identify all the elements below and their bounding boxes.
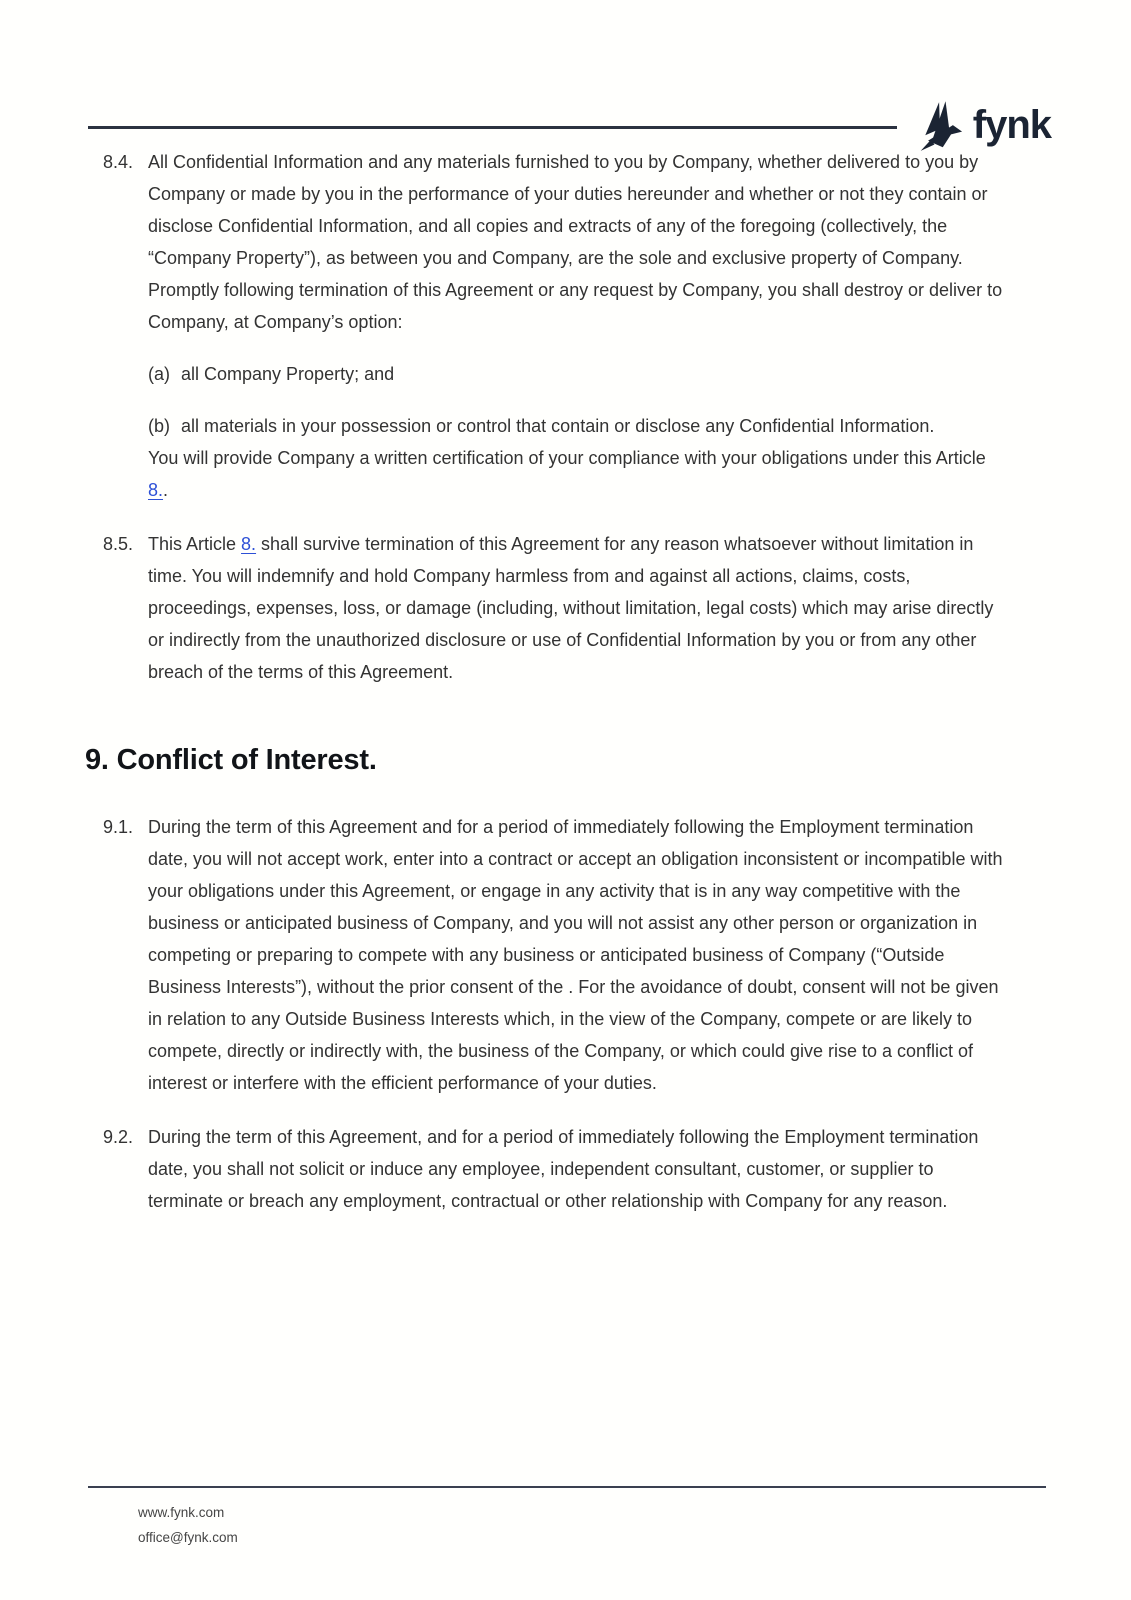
fynk-logo-text: fynk [972,103,1051,147]
clause-8-5-number: 8.5. [103,534,134,554]
subclause-a-marker: (a) [148,364,170,384]
clause-8-4 [103,146,1043,506]
clause-9-2-body [148,1121,1003,1217]
certification-paragraph [148,442,1003,506]
clause-9-2 [103,1121,1043,1217]
clause-9-1-text: During the term of this Agreement and for a period of immediately following the Employment termination date, you will not accept work, enter into a contract or accept an obligation inconsistent or incompatible with your obligations under this Agreement, or engage in any activity that is in any way competitive with the business or anticipated business of Company, and you will not assist any other person or organization in competing or preparing to compete with any business or anticipated business of Company (“Outside Business Interests”), without the prior consent of the . For the avoidance of doubt, consent will not be given in relation to any Outside Business Interests which, in the view of the Company, compete or are likely to compete, directly or indirectly with, the business of the Company, or which could give rise to a conflict of interest or interfere with the efficient performance of your duties. [148,817,1003,1093]
subclause-b-text: all materials in your possession or control that contain or disclose any Confidential Information. [181,416,935,436]
subclause-8-4-a [148,358,1003,390]
footer-website: www.fynk.com [138,1505,225,1520]
clause-8-5-after: shall survive termination of this Agreement for any reason whatsoever without limitation in time. You will indemnify and hold Company harmless from and against all actions, claims, costs, proceedings, expenses, loss, or damage (including, without limitation, legal costs) which may arise directly or indirectly from the unauthorized disclosure or use of Confidential Information by you or from any other breach of the terms of this Agreement. [148,534,994,682]
article-8-link[interactable]: 8. [241,534,257,554]
clause-8-5-body [148,528,1003,688]
subclause-8-4-b [148,410,1003,442]
clause-9-2-number: 9.2. [103,1127,134,1147]
subclause-b-marker: (b) [148,416,170,436]
clause-9-1-number: 9.1. [103,817,134,837]
clause-8-4-text: All Confidential Information and any materials furnished to you by Company, whether delivered to you by Company or made by you in the performance of your duties hereunder and whether or not they contain or disclose Confidential Information, and all copies and extracts of any of the foregoing (collectively, the “Company Property”), as between you and Company, are the sole and exclusive property of Company. Promptly following termination of this Agreement or any request by Company, you shall destroy or deliver to Company, at Company’s option: [148,152,1003,332]
clause-8-5-text [148,528,1003,688]
clause-8-4-number: 8.4. [103,152,134,172]
header-divider [88,126,897,129]
document-content [85,146,1043,1217]
subclause-a-text: all Company Property; and [181,364,395,384]
clause-9-2-text: During the term of this Agreement, and for a period of immediately following the Employment termination date, you shall not solicit or induce any employee, independent consultant, customer, or supplier to terminate or breach any employment, contractual or other relationship with Company for any reason. [148,1127,979,1211]
page-footer [88,1486,1046,1550]
section-9-heading: 9. Conflict of Interest. [85,744,377,776]
footer-contact [88,1488,1046,1550]
clause-9-1 [103,811,1043,1099]
article-8-link[interactable]: 8. [148,480,164,500]
clause-8-5-before: This Article [148,534,242,554]
clause-9-1-body [148,811,1003,1099]
clause-8-5 [103,528,1043,688]
clause-8-4-body [148,146,1003,506]
footer-email: office@fynk.com [138,1530,238,1545]
certification-text-after: . [163,480,169,500]
certification-text-before: You will provide Company a written certification of your compliance with your obligations under this Article [148,448,986,468]
